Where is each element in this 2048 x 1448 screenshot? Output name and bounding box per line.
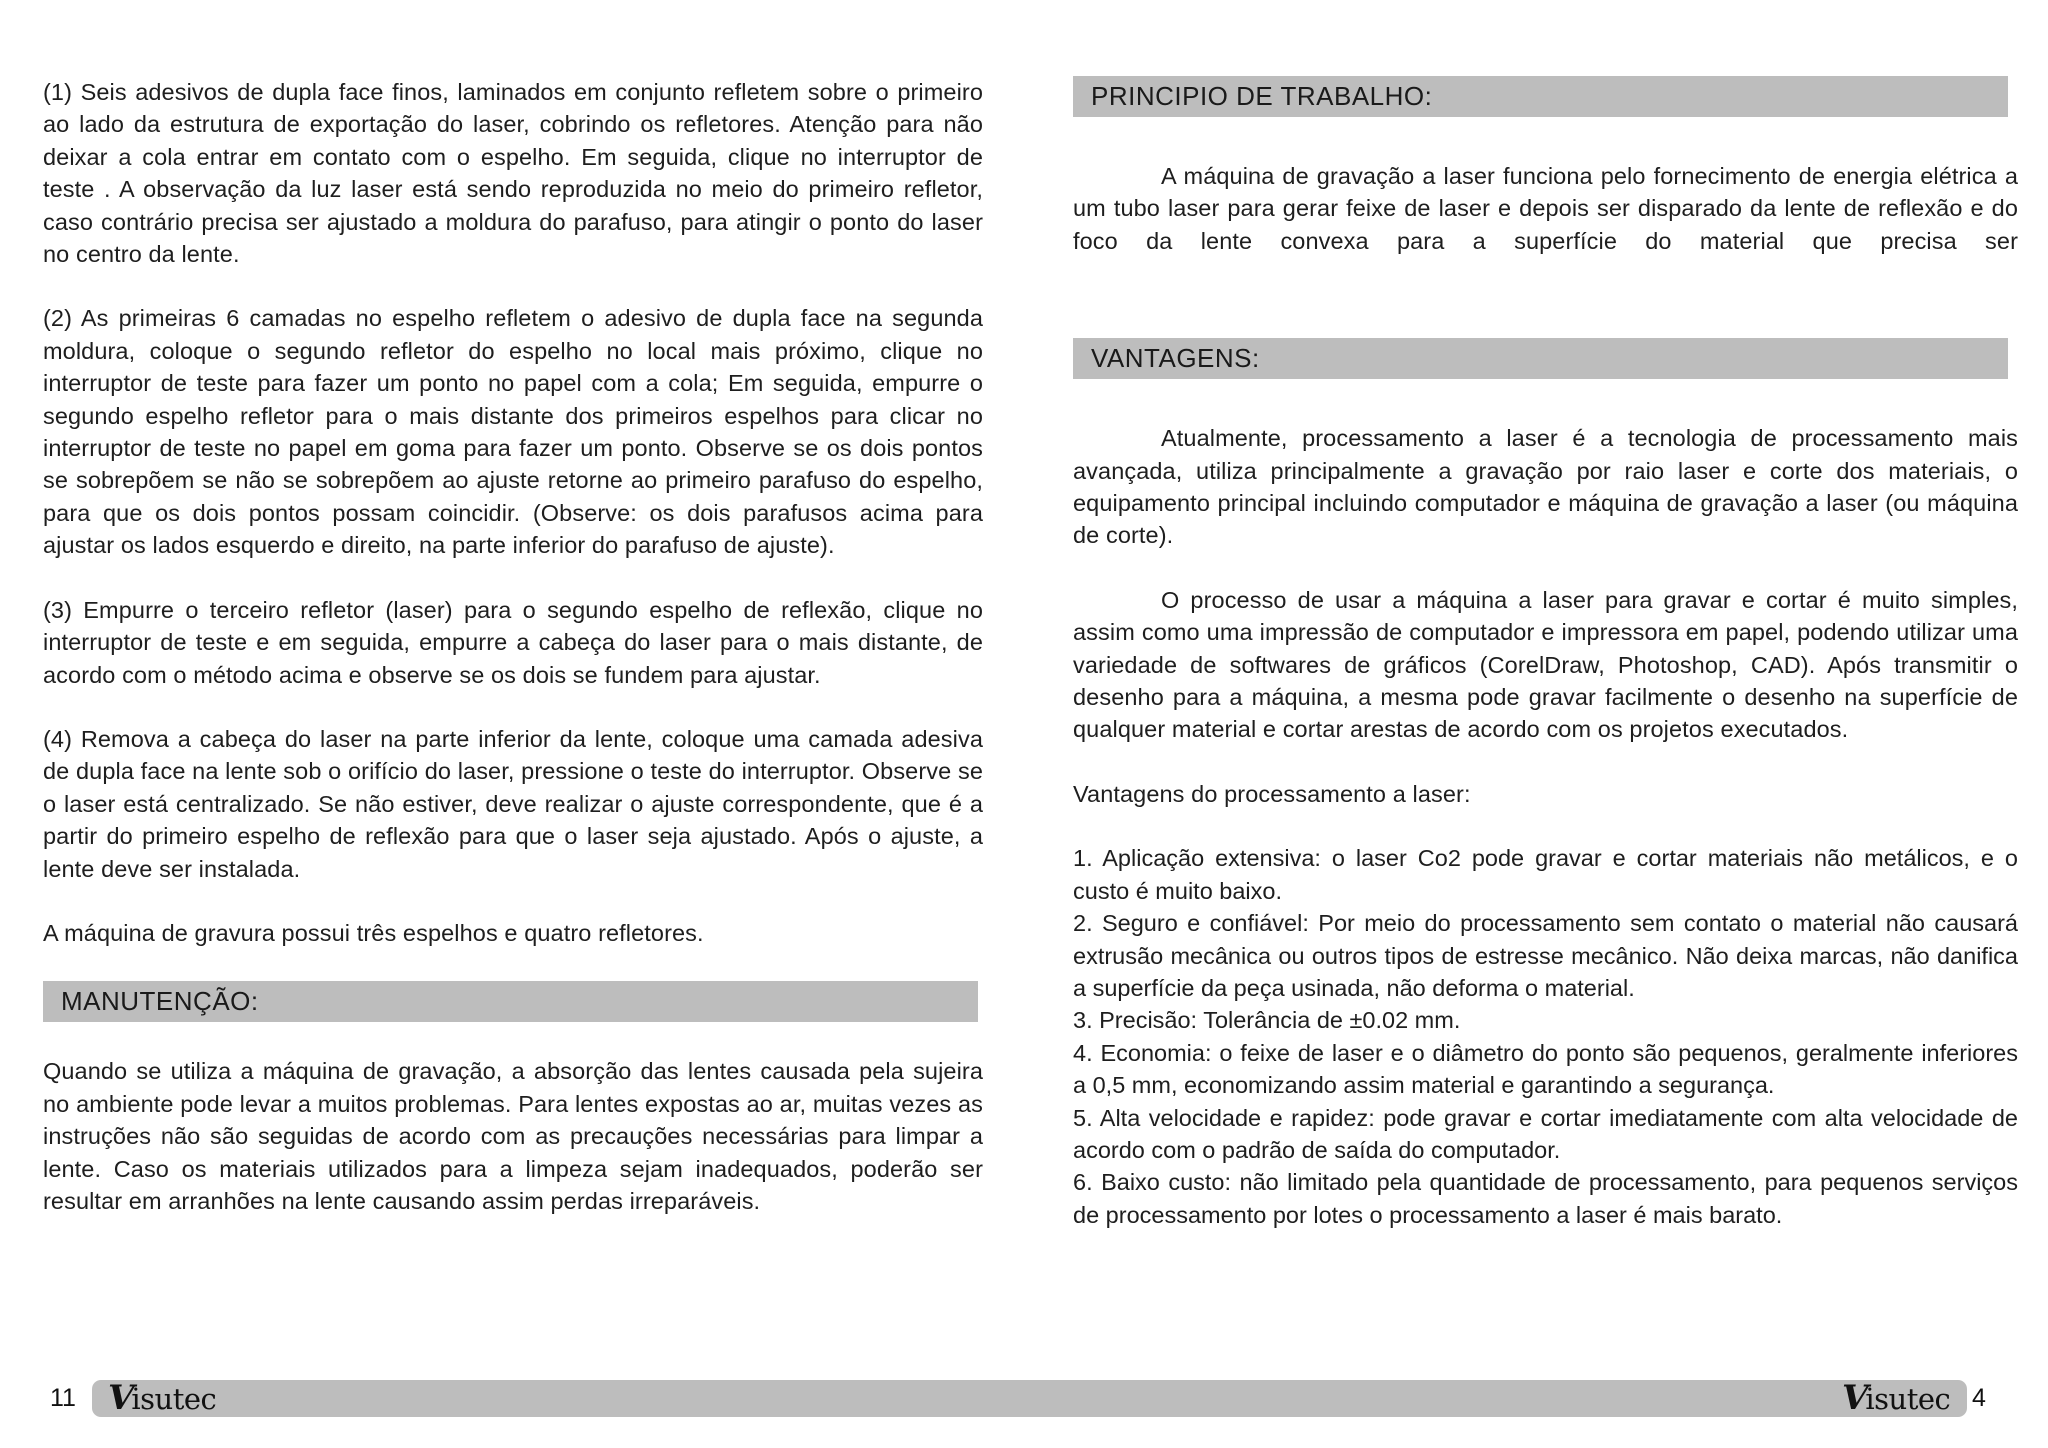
logo-text: isutec (131, 1382, 217, 1416)
step-2-paragraph: (2) As primeiras 6 camadas no espelho refletem o adesivo de dupla face na segunda moldura, coloque o segundo refletor do espelho no local mais próximo, clique no interruptor de teste para fazer um ponto no papel com a cola; Em seguida, empurre o segundo espelho refletor para o mais distante dos primeiros espelhos para clicar no interruptor de teste no papel em goma para fazer um ponto. Observe se os dois pontos se sobrepõem se não se sobrepõem ao ajuste retorne ao primeiro parafuso do espelho, para que os dois pontos possam coincidir. (Observe: os dois parafusos acima para ajustar os lados esquerdo e direito, na parte inferior do parafuso de ajuste). (43, 305, 983, 559)
visutec-logo-left (108, 1378, 216, 1418)
logo-text: isutec (1865, 1382, 1951, 1416)
logo-initial: V (108, 1378, 132, 1418)
advantages-paragraph-1: Atualmente, processamento a laser é a tecnologia de processamento mais avançada, utiliza principalmente a gravação por raio laser e corte dos materiais, o equipamento principal incluindo computador e máquina de gravação a laser (ou máquina de corte). (1073, 425, 2018, 549)
advantages-heading: VANTAGENS: (1073, 338, 2008, 379)
step-1-paragraph: (1) Seis adesivos de dupla face finos, laminados em conjunto refletem sobre o primeiro ao lado da estrutura de exportação do laser, cobrindo os refletores. Atenção para não deixar a cola entrar em contato com o espelho. Em seguida, clique no interruptor de teste . A observação da luz laser está sendo reproduzida no meio do primeiro refletor, caso contrário precisa ser ajustado a moldura do parafuso, para atingir o ponto do laser no centro da lente. (43, 79, 983, 268)
advantages-intro: Vantagens do processamento a laser: (1073, 780, 1471, 807)
logo-initial: V (1842, 1378, 1866, 1418)
step-4-paragraph: (4) Remova a cabeça do laser na parte inferior da lente, coloque uma camada adesiva de dupla face na lente sob o orifício do laser, pressione o teste do interruptor. Observe se o laser está centralizado. Se não estiver, deve realizar o ajuste correspondente, que é a partir do primeiro espelho de reflexão para que o laser seja ajustado. Após o ajuste, a lente deve ser instalada. (43, 725, 983, 882)
working-principle-heading: PRINCIPIO DE TRABALHO: (1073, 76, 2008, 117)
list-item: 4. Economia: o feixe de laser e o diâmetro do ponto são pequenos, geralmente inferiores a 0,5 mm, economizando assim material e garantindo a segurança. (1073, 1039, 2018, 1099)
list-item: 1. Aplicação extensiva: o laser Co2 pode gravar e cortar materiais não metálicos, e o custo é muito baixo. (1073, 845, 2018, 904)
working-principle-paragraph: A máquina de gravação a laser funciona pelo fornecimento de energia elétrica a um tubo laser para gerar feixe de laser e depois ser disparado da lente de reflexão e do foco da lente convexa para a superfície do material que precisa ser (1073, 163, 2018, 254)
left-column (43, 76, 983, 1217)
visutec-logo-right (1842, 1378, 1950, 1418)
footer-bar (92, 1380, 1967, 1417)
step-3-paragraph: (3) Empurre o terceiro refletor (laser) para o segundo espelho de reflexão, clique no interruptor de teste e em seguida, empurre a cabeça do laser para o mais distante, de acordo com o método acima e observe se os dois se fundem para ajustar. (43, 596, 983, 688)
maintenance-paragraph: Quando se utiliza a máquina de gravação, a absorção das lentes causada pela sujeira no ambiente pode levar a muitos problemas. Para lentes expostas ao ar, muitas vezes as instruções não são seguidas de acordo com as precauções necessárias para limpar a lente. Caso os materiais utilizados para a limpeza sejam inadequados, poderão ser resultar em arranhões na lente causando assim perdas irreparáveis. (43, 1058, 983, 1214)
right-column (1073, 76, 2018, 1231)
list-item: 2. Seguro e confiável: Por meio do processamento sem contato o material não causará extrusão mecânica ou outros tipos de estresse mecânico. Não deixa marcas, não danifica a superfície da peça usinada, não deforma o material. (1073, 910, 2018, 1001)
left-page-number: 11 (50, 1384, 76, 1412)
list-item: 3. Precisão: Tolerância de ±0.02 mm. (1073, 1007, 1461, 1034)
mirrors-note: A máquina de gravura possui três espelhos e quatro refletores. (43, 919, 704, 946)
advantages-paragraph-2: O processo de usar a máquina a laser para gravar e cortar é muito simples, assim como uma impressão de computador e impressora em papel, podendo utilizar uma variedade de softwares de gráficos (CorelDraw, Photoshop, CAD). Após transmitir o desenho para a máquina, a mesma pode gravar facilmente o desenho na superfície de qualquer material e cortar arestas de acordo com os projetos executados. (1073, 586, 2018, 743)
advantages-list (1073, 842, 2018, 1231)
right-page-number: 4 (1972, 1384, 1986, 1412)
maintenance-heading: MANUTENÇÃO: (43, 981, 978, 1022)
list-item: 5. Alta velocidade e rapidez: pode gravar e cortar imediatamente com alta velocidade de acordo com o padrão de saída do computador. (1073, 1104, 2018, 1163)
list-item: 6. Baixo custo: não limitado pela quantidade de processamento, para pequenos serviços de processamento por lotes o processamento a laser é mais barato. (1073, 1169, 2018, 1228)
